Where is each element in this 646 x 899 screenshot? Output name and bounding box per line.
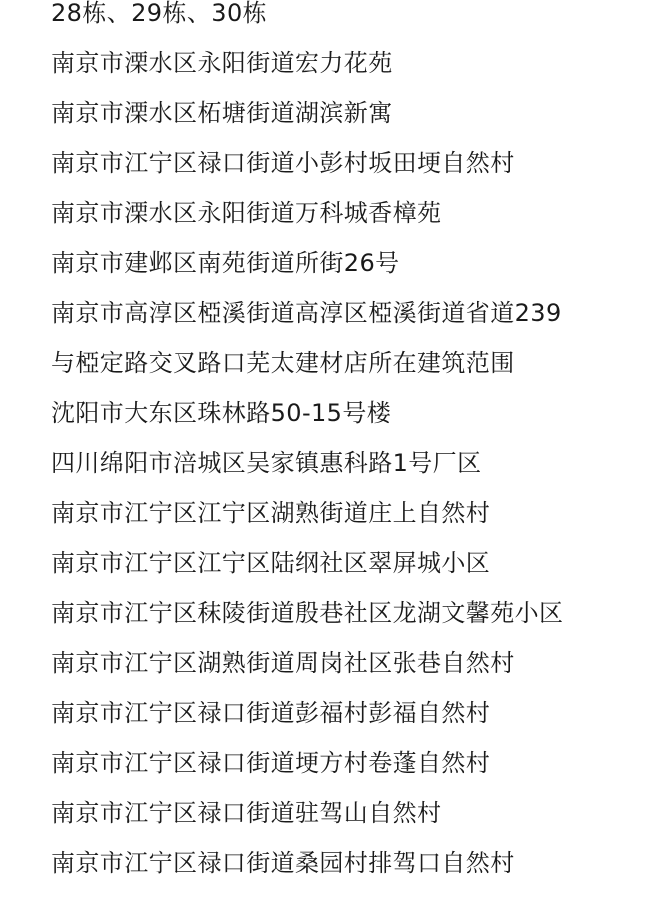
address-line: 南京市高淳区椏溪街道高淳区椏溪街道省道239 <box>51 299 562 327</box>
address-line: 28栋、29栋、30栋 <box>51 0 268 27</box>
address-line: 四川绵阳市涪城区吴家镇惠科路1号厂区 <box>51 449 482 477</box>
address-line: 南京市江宁区禄口街道彭福村彭福自然村 <box>51 699 491 727</box>
address-line: 南京市江宁区江宁区陆纲社区翠屏城小区 <box>51 549 491 577</box>
address-line: 南京市江宁区秣陵街道殷巷社区龙湖文馨苑小区 <box>51 599 564 627</box>
address-line: 南京市溧水区柘塘街道湖滨新寓 <box>51 99 393 127</box>
address-line: 南京市江宁区禄口街道埂方村卷蓬自然村 <box>51 749 491 777</box>
address-list <box>51 0 563 888</box>
address-line: 南京市溧水区永阳街道宏力花苑 <box>51 49 393 77</box>
address-line: 南京市溧水区永阳街道万科城香樟苑 <box>51 199 442 227</box>
address-line: 南京市江宁区江宁区湖熟街道庄上自然村 <box>51 499 491 527</box>
address-line: 南京市江宁区禄口街道桑园村排驾口自然村 <box>51 849 515 877</box>
address-line: 南京市建邺区南苑街道所街26号 <box>51 249 400 277</box>
address-line: 南京市江宁区湖熟街道周岗社区张巷自然村 <box>51 649 515 677</box>
address-line: 沈阳市大东区珠林路50-15号楼 <box>51 399 392 427</box>
address-line: 南京市江宁区禄口街道小彭村坂田埂自然村 <box>51 149 515 177</box>
address-line: 与椏定路交叉路口芜太建材店所在建筑范围 <box>51 349 515 377</box>
address-line: 南京市江宁区禄口街道驻驾山自然村 <box>51 799 442 827</box>
